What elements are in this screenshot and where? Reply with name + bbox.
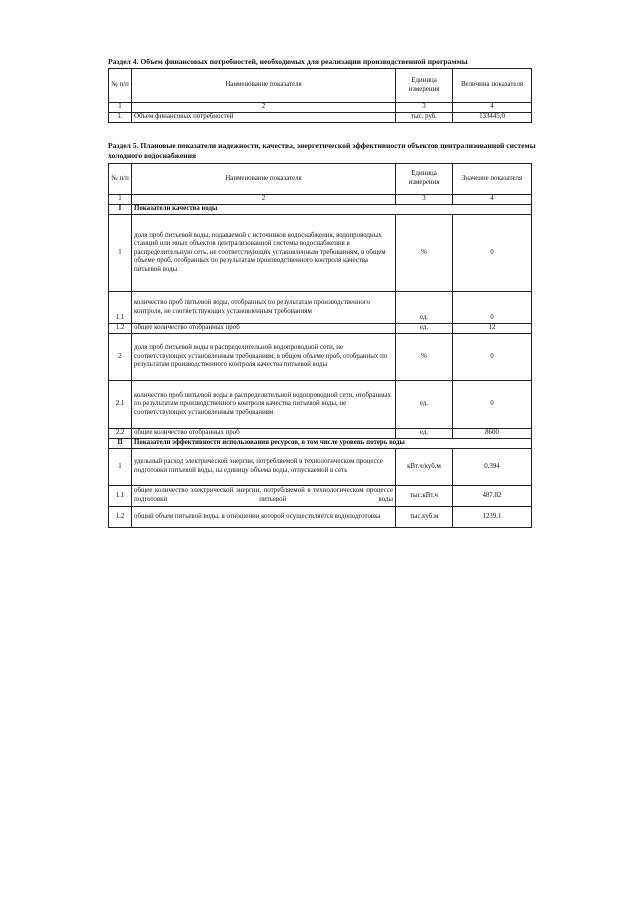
table-header-row [109, 69, 532, 103]
row-value: 487,82 [453, 486, 532, 507]
row-value: 0 [453, 292, 532, 324]
header-num: № п/п [109, 69, 132, 103]
col-number: 1 [109, 103, 132, 113]
row-num: 1.1 [109, 486, 132, 507]
row-unit: ед. [396, 381, 453, 429]
row-unit: ед. [396, 429, 453, 439]
row-unit: тыс.куб.м [396, 507, 453, 528]
row-num: 1. [109, 113, 132, 123]
table-row [109, 113, 532, 123]
header-num: № п/п [109, 164, 132, 195]
row-unit: % [396, 334, 453, 381]
row-value: 1239,1 [453, 507, 532, 528]
table-row [109, 292, 532, 324]
row-unit: ед. [396, 324, 453, 334]
header-name: Наименование показателя [132, 69, 396, 103]
row-name: удельный расход электрической энергии, потребляемой в технологическом процессе подготовки питьевой воды, на единицу объема воды, отпускаемой в сеть [132, 449, 396, 486]
row-num: 1.1 [109, 292, 132, 324]
row-num: 2 [109, 334, 132, 381]
table-row [109, 449, 532, 486]
table-row [109, 324, 532, 334]
column-number-row [109, 103, 532, 113]
row-value: 12 [453, 324, 532, 334]
table-row [109, 334, 532, 381]
row-name: количество проб питьевой воды в распределительной водопроводной сети, отобранных по результатам производственного контроля качества питьевой воды, не соответствующих установленным требованиям [132, 381, 396, 429]
col-number: 3 [396, 103, 453, 113]
col-number: 2 [132, 195, 396, 205]
header-name: Наименование показателя [132, 164, 396, 195]
col-number: 1 [109, 195, 132, 205]
column-number-row [109, 195, 532, 205]
row-value: 0 [453, 215, 532, 292]
row-num: 1.2 [109, 324, 132, 334]
row-num: 1 [109, 215, 132, 292]
row-value: 0 [453, 334, 532, 381]
section-5-title: Раздел 5. Плановые показатели надежности, качества, энергетической эффективности объектов централизованной системы холодного водоснабжения [108, 141, 536, 160]
col-number: 3 [396, 195, 453, 205]
col-number: 4 [453, 195, 532, 205]
row-name: общее количество отобранных проб [132, 429, 396, 439]
row-name: общий объем питьевой воды, в отношении которой осуществляется водоподготовка [132, 507, 396, 528]
section-4-title: Раздел 4. Объем финансовых потребностей, необходимых для реализации производственной программы [108, 57, 468, 66]
group-num: II [109, 439, 132, 449]
row-value: 133445,0 [453, 113, 532, 123]
header-value: Значение показателя [453, 164, 532, 195]
table-header-row [109, 164, 532, 195]
row-num: 2.2 [109, 429, 132, 439]
row-num: 2.1 [109, 381, 132, 429]
section-5-table [108, 163, 532, 528]
table-row [109, 381, 532, 429]
group-title: Показатели эффективности использования ресурсов, в том числе уровень потерь воды [132, 439, 532, 449]
row-unit: % [396, 215, 453, 292]
header-unit: Единица измерения [396, 164, 453, 195]
row-unit: тыс.кВт.ч [396, 486, 453, 507]
table-row [109, 507, 532, 528]
row-unit: кВт.ч/куб.м [396, 449, 453, 486]
col-number: 2 [132, 103, 396, 113]
section-4-table [108, 68, 532, 123]
row-value: 8600 [453, 429, 532, 439]
table-row [109, 215, 532, 292]
header-value: Величина показателя [453, 69, 532, 103]
row-name: общее количество отобранных проб [132, 324, 396, 334]
row-num: 1.2 [109, 507, 132, 528]
row-num: 1 [109, 449, 132, 486]
row-name: общее количество электрической энергии, потребляемой в технологическом процессе подготовки питьевой воды [132, 486, 396, 507]
row-unit: тыс. руб. [396, 113, 453, 123]
row-unit: ед. [396, 292, 453, 324]
row-value: 0,394 [453, 449, 532, 486]
table-row [109, 429, 532, 439]
group-num: I [109, 205, 132, 215]
row-name: доля проб питьевой воды, подаваемой с источников водоснабжения, водопроводных станций или иных объектов централизованной системы водоснабжения в распределительную сеть, не соответствующих установленным требованиям, в общем объеме проб, отобранных по результатам производственного контроля качества питьевой воды [132, 215, 396, 292]
group-row [109, 205, 532, 215]
header-unit: Единица измерения [396, 69, 453, 103]
row-name: количество проб питьевой воды, отобранных по результатам производственного контроля, не соответствующих установленным требованиям [132, 292, 396, 324]
group-title: Показатели качества воды [132, 205, 532, 215]
col-number: 4 [453, 103, 532, 113]
group-row [109, 439, 532, 449]
row-name: Объем финансовых потребностей [132, 113, 396, 123]
row-value: 0 [453, 381, 532, 429]
table-row [109, 486, 532, 507]
row-name: доля проб питьевой воды в распределительной водопроводной сети, не соответствующих установленным требованиям, в общем объеме проб, отобранных по результатам производственного контроля качества питьевой воды [132, 334, 396, 381]
